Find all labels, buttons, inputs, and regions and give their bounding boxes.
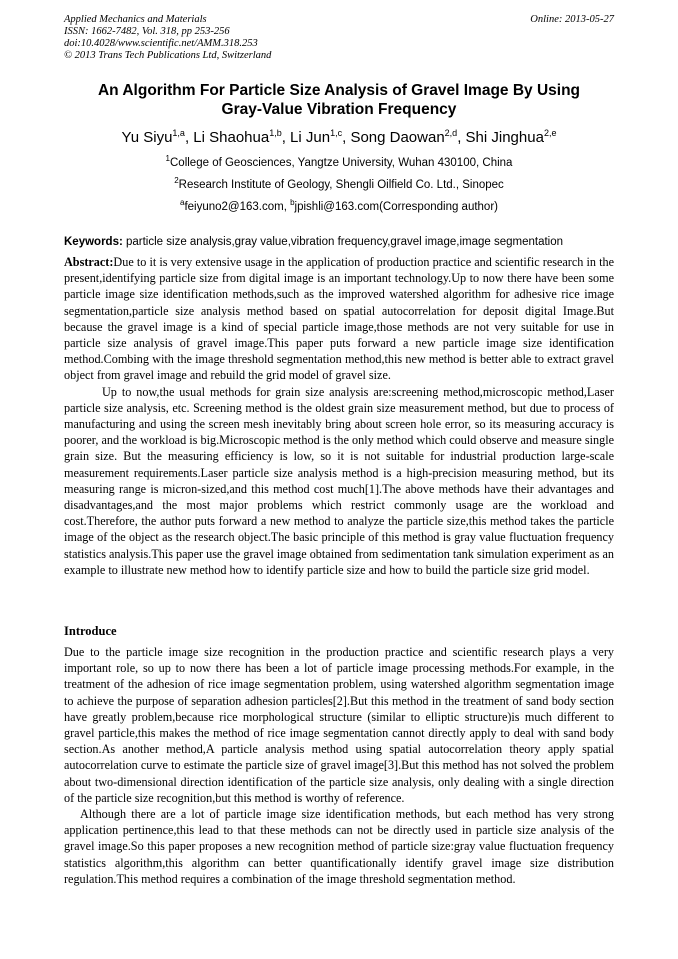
author-affiliation-mark: 1,a [172, 128, 185, 138]
affiliation-text: College of Geosciences, Yangtze University, Wuhan 430100, China [170, 157, 513, 169]
author-name: Song Daowan [350, 129, 445, 146]
email-b: jpishli@163.com(Corresponding author) [294, 201, 498, 213]
abstract-paragraph-2: Up to now,the usual methods for grain size analysis are:screening method,microscopic method,Laser particle size analysis, etc. Screening method is the oldest grain size measurement method, but due to process of manufacturing and using the screen mesh inevitably bring about screen hole error, so its measuring accuracy is poorer, and the workload is big.Microscopic method is the only method which could observe and measure single grain size. But the measuring efficiency is low, so it is not suitable for industrial production large-scale measurement requirements.Laser particle size analysis method is a high-precision measuring method, but its measuring range is micron-sized,and this method cost much[1].The above methods have their advantages and disadvantages,and the most major problems which restrict commonly usage are the workload and cost.Therefore, the author puts forward a new method to analyze the particle size,this method takes the particle image of the object as the research object.The basic principle of this method is gray value fluctuation frequency statistics analysis.This paper use the gravel image obtained from sedimentation tank simulation experiment as an example to illustrate new method how to identify particle size and how to build the particle size grid model. [64, 384, 614, 577]
issn-line: ISSN: 1662-7482, Vol. 318, pp 253-256 [64, 26, 230, 37]
affiliation-mark: 1 [165, 154, 170, 163]
author-name: Li Jun [290, 129, 331, 146]
abstract-label: Abstract: [64, 255, 114, 269]
author-name: Shi Jinghua [465, 129, 544, 146]
section-heading-introduce: Introduce [64, 624, 117, 638]
introduce-paragraph-1: Due to the particle image size recognition in the production practice and scientific research plays a very important role, so up to now there has been a lot of particle image processing methods.For example, in the treatment of the adhesion of rice image segmentation problem, using watershed algorithm segmentation image to achieve the purpose of separation adhesion particles[2].But this method in the treatment of sand body section have greatly problem,because rice morphological structure (similar to elliptic structure)is much different to gravel particle,this makes the method of rice image segmentation cannot directly apply to deal with sand body section.As another method,A particle analysis method using spatial autocorrelation theory apply spatial autocorrelation curve to estimate the particle size of gravel image[3].But this method has not solved the problem about two-dimensional direction identification of the particle size analysis, only dealing with a single direction of the particle size recognition,but this method is worthy of reference. [64, 645, 614, 805]
title-line-1: An Algorithm For Particle Size Analysis of Gravel Image By Using [97, 82, 581, 99]
author-name: Yu Siyu [121, 129, 173, 146]
abstract-paragraph [64, 254, 614, 384]
email-mark: b [290, 198, 295, 207]
online-date: Online: 2013-05-27 [530, 14, 614, 25]
author-list: Yu Siyu$^{1,a}$, Li Shaohua$^{1,b}$, Li Jun$^{1,c}$, Song Daowan$^{2,d}$, Shi Jinghua$^{2,e}$ [121, 128, 557, 146]
copyright-line: © 2013 Trans Tech Publications Ltd, Switzerland [64, 50, 272, 61]
affiliation-text: Research Institute of Geology, Shengli Oilfield Co. Ltd., Sinopec [178, 179, 504, 191]
author-affiliation-mark: 1,c [330, 128, 343, 138]
introduce-section [64, 644, 614, 887]
author-affiliation-mark: 2,e [543, 128, 557, 138]
email-mark: a [179, 198, 185, 207]
paper-title [64, 81, 614, 119]
keywords-text: particle size analysis,gray value,vibration frequency,gravel image,image segmentation [122, 236, 564, 248]
doi-line: doi:10.4028/www.scientific.net/AMM.318.253 [64, 38, 258, 49]
introduce-paragraph-2: Although there are a lot of particle image size identification methods, but each method has very strong application pertinence,this lead to that these methods can not be directly used in particle size analysis of the gravel image.So this paper proposes a new recognition method of particle size:gray value fluctuation frequency statistics algorithm,this algorithm can better quantificationally identify gravel image size distribution regulation.This method requires a combination of the image threshold segmentation method. [64, 807, 614, 886]
author-affiliation-mark: 1,b [269, 128, 282, 138]
affiliation-mark: 2 [174, 176, 179, 185]
journal-name: Applied Mechanics and Materials [64, 14, 207, 25]
abstract-section [64, 254, 614, 578]
email-line [64, 200, 614, 214]
journal-header [64, 14, 271, 62]
affiliation-1 [64, 156, 614, 170]
keywords-label: Keywords: [64, 236, 123, 248]
author-affiliation-mark: 2,d [444, 128, 458, 138]
affiliation-2 [64, 178, 614, 192]
keywords [64, 235, 624, 249]
title-line-2: Gray-Value Vibration Frequency [221, 101, 457, 118]
email-a: feiyuno2@163.com, [184, 201, 291, 213]
author-name: Li Shaohua [193, 129, 270, 146]
abstract-text: Due to it is very extensive usage in the application of production practice and scientific research in the present,identifying particle size from digital image is an important technology.Up to now there have been some particle image size identification methods,such as the improved watershed algorithm for adhesive rice image segmentation,particle size analysis method based on spatial autocorrelation for deposit digital Image.But because the gravel image is a kind of special particle image,those methods are not very suitable for use in particle size analysis of gravel image.This paper puts forward a new particle image size identification method.Combing with the image threshold segmentation method,this new method is better able to extract gravel object from gravel image and rebuild the grid model of gravel size. [64, 255, 614, 383]
